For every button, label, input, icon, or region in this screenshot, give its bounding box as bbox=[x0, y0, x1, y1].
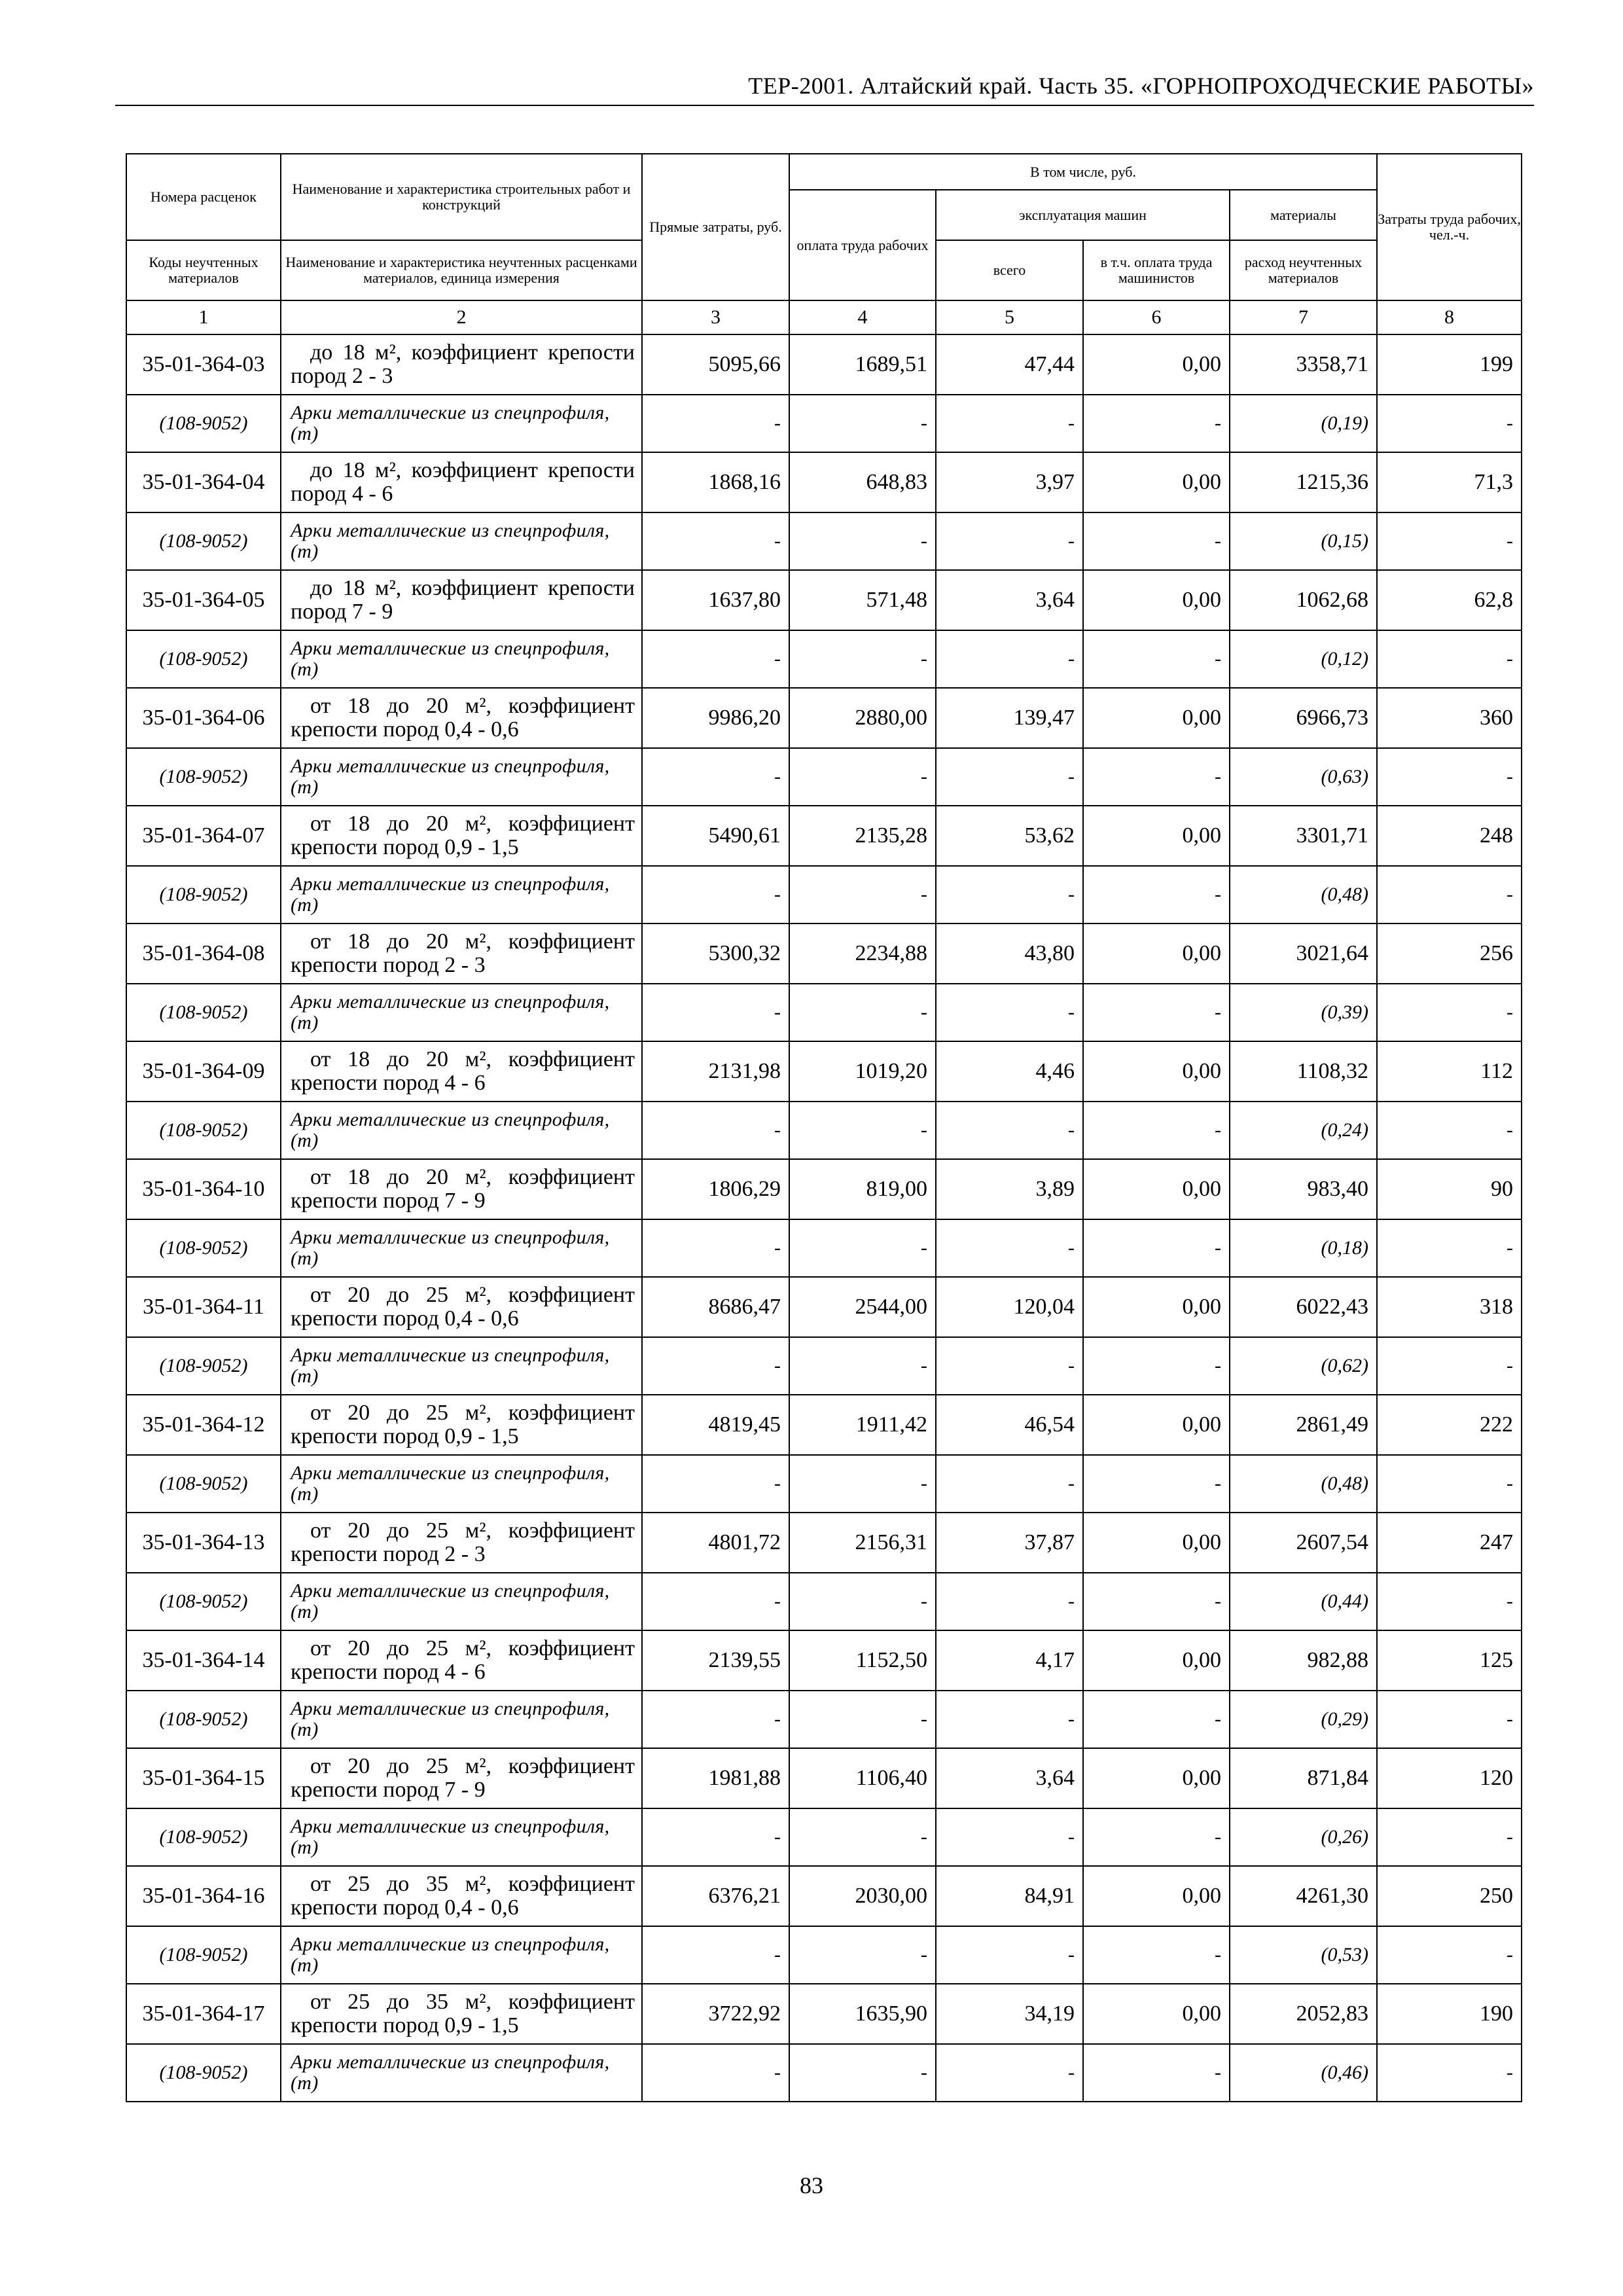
wages: 2880,00 bbox=[789, 688, 936, 748]
wages: 1152,50 bbox=[789, 1630, 936, 1691]
material-code: (108-9052) bbox=[126, 630, 281, 688]
direct-cost: - bbox=[642, 1455, 789, 1513]
labor-cost: 318 bbox=[1377, 1277, 1522, 1337]
material-code: (108-9052) bbox=[126, 1219, 281, 1277]
material-name: Арки металлические из спецпрофиля, (т) bbox=[281, 1691, 642, 1748]
rate-code: 35-01-364-09 bbox=[126, 1041, 281, 1102]
materials-cost: 1108,32 bbox=[1230, 1041, 1377, 1102]
material-quantity: (0,44) bbox=[1230, 1573, 1377, 1630]
rates-body bbox=[126, 334, 1522, 2102]
material-code: (108-9052) bbox=[126, 866, 281, 924]
machines-total: - bbox=[936, 748, 1083, 806]
material-name: Арки металлические из спецпрофиля, (т) bbox=[281, 1926, 642, 1984]
labor-cost: - bbox=[1377, 1691, 1522, 1748]
machines-total: 3,64 bbox=[936, 1748, 1083, 1808]
material-row bbox=[126, 1337, 1522, 1395]
material-name: Арки металлические из спецпрофиля, (т) bbox=[281, 1219, 642, 1277]
machinists-wages: - bbox=[1083, 1102, 1230, 1159]
rate-row bbox=[126, 570, 1522, 630]
head-labor: Затраты труда рабочих, чел.-ч. bbox=[1377, 154, 1522, 300]
machinists-wages: 0,00 bbox=[1083, 1984, 1230, 2044]
labor-cost: 247 bbox=[1377, 1513, 1522, 1573]
materials-cost: 6966,73 bbox=[1230, 688, 1377, 748]
machines-total: 34,19 bbox=[936, 1984, 1083, 2044]
wages: - bbox=[789, 2044, 936, 2102]
rate-row bbox=[126, 1041, 1522, 1102]
labor-cost: - bbox=[1377, 1808, 1522, 1866]
machinists-wages: - bbox=[1083, 1926, 1230, 1984]
labor-cost: - bbox=[1377, 512, 1522, 570]
rate-row bbox=[126, 1630, 1522, 1691]
machines-total: - bbox=[936, 1691, 1083, 1748]
direct-cost: 1868,16 bbox=[642, 452, 789, 512]
machines-total: - bbox=[936, 1808, 1083, 1866]
direct-cost: - bbox=[642, 1926, 789, 1984]
material-code: (108-9052) bbox=[126, 1926, 281, 1984]
direct-cost: 4819,45 bbox=[642, 1395, 789, 1455]
direct-cost: - bbox=[642, 748, 789, 806]
direct-cost: - bbox=[642, 1808, 789, 1866]
direct-cost: 4801,72 bbox=[642, 1513, 789, 1573]
machinists-wages: 0,00 bbox=[1083, 1866, 1230, 1926]
work-name: от 18 до 20 м², коэффициент крепости пород 0,4 - 0,6 bbox=[281, 688, 642, 748]
materials-cost: 3021,64 bbox=[1230, 924, 1377, 984]
wages: - bbox=[789, 1337, 936, 1395]
wages: - bbox=[789, 1102, 936, 1159]
machines-total: 3,64 bbox=[936, 570, 1083, 630]
labor-cost: - bbox=[1377, 630, 1522, 688]
wages: 1635,90 bbox=[789, 1984, 936, 2044]
work-name: от 25 до 35 м², коэффициент крепости пород 0,4 - 0,6 bbox=[281, 1866, 642, 1926]
machines-total: - bbox=[936, 984, 1083, 1041]
machines-total: 3,89 bbox=[936, 1159, 1083, 1219]
material-row bbox=[126, 1573, 1522, 1630]
material-row bbox=[126, 984, 1522, 1041]
machinists-wages: - bbox=[1083, 2044, 1230, 2102]
direct-cost: 2131,98 bbox=[642, 1041, 789, 1102]
head-codes: Коды неучтенных материалов bbox=[126, 240, 281, 300]
column-number: 4 bbox=[789, 300, 936, 334]
head-machinists: в т.ч. оплата труда машинистов bbox=[1083, 240, 1230, 300]
materials-cost: 2607,54 bbox=[1230, 1513, 1377, 1573]
direct-cost: - bbox=[642, 1337, 789, 1395]
material-row bbox=[126, 866, 1522, 924]
rate-code: 35-01-364-16 bbox=[126, 1866, 281, 1926]
direct-cost: 5095,66 bbox=[642, 334, 789, 395]
direct-cost: - bbox=[642, 1219, 789, 1277]
labor-cost: 250 bbox=[1377, 1866, 1522, 1926]
material-quantity: (0,63) bbox=[1230, 748, 1377, 806]
work-name: от 18 до 20 м², коэффициент крепости пород 4 - 6 bbox=[281, 1041, 642, 1102]
head-wages: оплата труда рабочих bbox=[789, 190, 936, 300]
column-number: 8 bbox=[1377, 300, 1522, 334]
machines-total: - bbox=[936, 1573, 1083, 1630]
labor-cost: 62,8 bbox=[1377, 570, 1522, 630]
work-name: от 20 до 25 м², коэффициент крепости пород 0,9 - 1,5 bbox=[281, 1395, 642, 1455]
column-number: 2 bbox=[281, 300, 642, 334]
material-code: (108-9052) bbox=[126, 1337, 281, 1395]
labor-cost: - bbox=[1377, 1102, 1522, 1159]
wages: - bbox=[789, 512, 936, 570]
running-header: ТЕР-2001. Алтайский край. Часть 35. «ГОРНОПРОХОДЧЕСКИЕ РАБОТЫ» bbox=[748, 73, 1534, 99]
material-name: Арки металлические из спецпрофиля, (т) bbox=[281, 1102, 642, 1159]
material-row bbox=[126, 630, 1522, 688]
wages: - bbox=[789, 630, 936, 688]
rate-code: 35-01-364-07 bbox=[126, 806, 281, 866]
machinists-wages: - bbox=[1083, 1337, 1230, 1395]
work-name: от 25 до 35 м², коэффициент крепости пород 0,9 - 1,5 bbox=[281, 1984, 642, 2044]
labor-cost: 256 bbox=[1377, 924, 1522, 984]
header-rule bbox=[115, 105, 1534, 106]
rate-code: 35-01-364-11 bbox=[126, 1277, 281, 1337]
labor-cost: 90 bbox=[1377, 1159, 1522, 1219]
material-code: (108-9052) bbox=[126, 1102, 281, 1159]
column-number: 7 bbox=[1230, 300, 1377, 334]
machinists-wages: 0,00 bbox=[1083, 570, 1230, 630]
labor-cost: - bbox=[1377, 1337, 1522, 1395]
direct-cost: 5300,32 bbox=[642, 924, 789, 984]
material-quantity: (0,62) bbox=[1230, 1337, 1377, 1395]
machines-total: 120,04 bbox=[936, 1277, 1083, 1337]
materials-cost: 2861,49 bbox=[1230, 1395, 1377, 1455]
column-number: 6 bbox=[1083, 300, 1230, 334]
labor-cost: - bbox=[1377, 1926, 1522, 1984]
machines-total: 139,47 bbox=[936, 688, 1083, 748]
rate-code: 35-01-364-17 bbox=[126, 1984, 281, 2044]
direct-cost: - bbox=[642, 395, 789, 452]
labor-cost: 71,3 bbox=[1377, 452, 1522, 512]
wages: 1911,42 bbox=[789, 1395, 936, 1455]
machines-total: - bbox=[936, 1219, 1083, 1277]
wages: 2544,00 bbox=[789, 1277, 936, 1337]
rate-row bbox=[126, 806, 1522, 866]
material-code: (108-9052) bbox=[126, 512, 281, 570]
labor-cost: - bbox=[1377, 1573, 1522, 1630]
material-name: Арки металлические из спецпрофиля, (т) bbox=[281, 1337, 642, 1395]
head-consumption: расход неучтенных материалов bbox=[1230, 240, 1377, 300]
machinists-wages: 0,00 bbox=[1083, 924, 1230, 984]
wages: 819,00 bbox=[789, 1159, 936, 1219]
column-number-row bbox=[126, 300, 1522, 334]
labor-cost: - bbox=[1377, 748, 1522, 806]
wages: - bbox=[789, 1691, 936, 1748]
direct-cost: 1806,29 bbox=[642, 1159, 789, 1219]
machinists-wages: - bbox=[1083, 395, 1230, 452]
machinists-wages: 0,00 bbox=[1083, 1395, 1230, 1455]
machinists-wages: 0,00 bbox=[1083, 1513, 1230, 1573]
head-rate-numbers: Номера расценок bbox=[126, 154, 281, 240]
wages: 648,83 bbox=[789, 452, 936, 512]
machinists-wages: 0,00 bbox=[1083, 1277, 1230, 1337]
machinists-wages: - bbox=[1083, 630, 1230, 688]
materials-cost: 3358,71 bbox=[1230, 334, 1377, 395]
machines-total: - bbox=[936, 512, 1083, 570]
materials-cost: 6022,43 bbox=[1230, 1277, 1377, 1337]
labor-cost: 120 bbox=[1377, 1748, 1522, 1808]
rates-table bbox=[126, 153, 1522, 2102]
material-quantity: (0,24) bbox=[1230, 1102, 1377, 1159]
materials-cost: 3301,71 bbox=[1230, 806, 1377, 866]
machines-total: 53,62 bbox=[936, 806, 1083, 866]
material-row bbox=[126, 1691, 1522, 1748]
material-name: Арки металлические из спецпрофиля, (т) bbox=[281, 1808, 642, 1866]
machinists-wages: - bbox=[1083, 984, 1230, 1041]
labor-cost: - bbox=[1377, 1455, 1522, 1513]
material-row bbox=[126, 2044, 1522, 2102]
machinists-wages: - bbox=[1083, 512, 1230, 570]
direct-cost: 5490,61 bbox=[642, 806, 789, 866]
direct-cost: - bbox=[642, 512, 789, 570]
material-row bbox=[126, 395, 1522, 452]
material-name: Арки металлические из спецпрофиля, (т) bbox=[281, 1573, 642, 1630]
machinists-wages: 0,00 bbox=[1083, 806, 1230, 866]
material-name: Арки металлические из спецпрофиля, (т) bbox=[281, 2044, 642, 2102]
material-code: (108-9052) bbox=[126, 1691, 281, 1748]
direct-cost: 9986,20 bbox=[642, 688, 789, 748]
material-name: Арки металлические из спецпрофиля, (т) bbox=[281, 1455, 642, 1513]
material-row bbox=[126, 1219, 1522, 1277]
work-name: от 18 до 20 м², коэффициент крепости пород 2 - 3 bbox=[281, 924, 642, 984]
rate-code: 35-01-364-04 bbox=[126, 452, 281, 512]
rate-code: 35-01-364-13 bbox=[126, 1513, 281, 1573]
material-code: (108-9052) bbox=[126, 2044, 281, 2102]
rate-code: 35-01-364-08 bbox=[126, 924, 281, 984]
machines-total: 3,97 bbox=[936, 452, 1083, 512]
rate-row bbox=[126, 1866, 1522, 1926]
wages: - bbox=[789, 1573, 936, 1630]
direct-cost: - bbox=[642, 984, 789, 1041]
wages: 2135,28 bbox=[789, 806, 936, 866]
material-quantity: (0,26) bbox=[1230, 1808, 1377, 1866]
work-name: до 18 м², коэффициент крепости пород 7 - 9 bbox=[281, 570, 642, 630]
labor-cost: 199 bbox=[1377, 334, 1522, 395]
column-number: 5 bbox=[936, 300, 1083, 334]
work-name: от 20 до 25 м², коэффициент крепости пород 0,4 - 0,6 bbox=[281, 1277, 642, 1337]
rate-code: 35-01-364-06 bbox=[126, 688, 281, 748]
direct-cost: - bbox=[642, 1102, 789, 1159]
wages: - bbox=[789, 395, 936, 452]
rate-code: 35-01-364-14 bbox=[126, 1630, 281, 1691]
labor-cost: - bbox=[1377, 395, 1522, 452]
rate-code: 35-01-364-15 bbox=[126, 1748, 281, 1808]
wages: 2156,31 bbox=[789, 1513, 936, 1573]
direct-cost: 1981,88 bbox=[642, 1748, 789, 1808]
work-name: от 20 до 25 м², коэффициент крепости пород 2 - 3 bbox=[281, 1513, 642, 1573]
head-work-name: Наименование и характеристика строительных работ и конструкций bbox=[281, 154, 642, 240]
machinists-wages: - bbox=[1083, 748, 1230, 806]
head-machines: эксплуатация машин bbox=[936, 190, 1230, 240]
rate-row bbox=[126, 1395, 1522, 1455]
machinists-wages: 0,00 bbox=[1083, 452, 1230, 512]
labor-cost: 360 bbox=[1377, 688, 1522, 748]
direct-cost: - bbox=[642, 630, 789, 688]
material-code: (108-9052) bbox=[126, 984, 281, 1041]
material-name: Арки металлические из спецпрофиля, (т) bbox=[281, 630, 642, 688]
wages: - bbox=[789, 1455, 936, 1513]
wages: - bbox=[789, 984, 936, 1041]
rate-row bbox=[126, 1513, 1522, 1573]
wages: 1019,20 bbox=[789, 1041, 936, 1102]
machines-total: - bbox=[936, 1926, 1083, 1984]
wages: - bbox=[789, 1219, 936, 1277]
labor-cost: 125 bbox=[1377, 1630, 1522, 1691]
machinists-wages: - bbox=[1083, 1455, 1230, 1513]
direct-cost: - bbox=[642, 866, 789, 924]
material-quantity: (0,18) bbox=[1230, 1219, 1377, 1277]
rate-row bbox=[126, 1748, 1522, 1808]
work-name: от 18 до 20 м², коэффициент крепости пород 7 - 9 bbox=[281, 1159, 642, 1219]
machinists-wages: 0,00 bbox=[1083, 1630, 1230, 1691]
material-code: (108-9052) bbox=[126, 1455, 281, 1513]
labor-cost: - bbox=[1377, 984, 1522, 1041]
materials-cost: 4261,30 bbox=[1230, 1866, 1377, 1926]
materials-cost: 983,40 bbox=[1230, 1159, 1377, 1219]
page-number: 83 bbox=[800, 2172, 823, 2198]
labor-cost: 248 bbox=[1377, 806, 1522, 866]
materials-cost: 1062,68 bbox=[1230, 570, 1377, 630]
machines-total: - bbox=[936, 2044, 1083, 2102]
labor-cost: 190 bbox=[1377, 1984, 1522, 2044]
rate-row bbox=[126, 1159, 1522, 1219]
wages: 2234,88 bbox=[789, 924, 936, 984]
material-row bbox=[126, 1102, 1522, 1159]
column-number: 3 bbox=[642, 300, 789, 334]
head-including: В том числе, руб. bbox=[789, 154, 1377, 190]
machines-total: - bbox=[936, 866, 1083, 924]
machines-total: - bbox=[936, 1455, 1083, 1513]
rate-code: 35-01-364-10 bbox=[126, 1159, 281, 1219]
work-name: от 18 до 20 м², коэффициент крепости пород 0,9 - 1,5 bbox=[281, 806, 642, 866]
machines-total: 4,17 bbox=[936, 1630, 1083, 1691]
direct-cost: 3722,92 bbox=[642, 1984, 789, 2044]
material-row bbox=[126, 512, 1522, 570]
rate-code: 35-01-364-05 bbox=[126, 570, 281, 630]
direct-cost: 8686,47 bbox=[642, 1277, 789, 1337]
rate-code: 35-01-364-12 bbox=[126, 1395, 281, 1455]
wages: 2030,00 bbox=[789, 1866, 936, 1926]
wages: 1689,51 bbox=[789, 334, 936, 395]
material-code: (108-9052) bbox=[126, 395, 281, 452]
rate-row bbox=[126, 452, 1522, 512]
rate-row bbox=[126, 334, 1522, 395]
material-name: Арки металлические из спецпрофиля, (т) bbox=[281, 984, 642, 1041]
wages: 571,48 bbox=[789, 570, 936, 630]
material-quantity: (0,53) bbox=[1230, 1926, 1377, 1984]
machinists-wages: 0,00 bbox=[1083, 688, 1230, 748]
material-row bbox=[126, 1455, 1522, 1513]
direct-cost: 1637,80 bbox=[642, 570, 789, 630]
rate-row bbox=[126, 924, 1522, 984]
rate-row bbox=[126, 688, 1522, 748]
column-number: 1 bbox=[126, 300, 281, 334]
materials-cost: 1215,36 bbox=[1230, 452, 1377, 512]
machinists-wages: 0,00 bbox=[1083, 1041, 1230, 1102]
machinists-wages: - bbox=[1083, 1691, 1230, 1748]
head-material-name: Наименование и характеристика неучтенных расценками материалов, единица измерения bbox=[281, 240, 642, 300]
material-code: (108-9052) bbox=[126, 1808, 281, 1866]
labor-cost: 112 bbox=[1377, 1041, 1522, 1102]
materials-cost: 871,84 bbox=[1230, 1748, 1377, 1808]
material-row bbox=[126, 748, 1522, 806]
machinists-wages: - bbox=[1083, 866, 1230, 924]
material-name: Арки металлические из спецпрофиля, (т) bbox=[281, 512, 642, 570]
machines-total: 43,80 bbox=[936, 924, 1083, 984]
rate-row bbox=[126, 1277, 1522, 1337]
machines-total: 37,87 bbox=[936, 1513, 1083, 1573]
work-name: до 18 м², коэффициент крепости пород 4 - 6 bbox=[281, 452, 642, 512]
material-quantity: (0,29) bbox=[1230, 1691, 1377, 1748]
materials-cost: 2052,83 bbox=[1230, 1984, 1377, 2044]
direct-cost: - bbox=[642, 1573, 789, 1630]
machines-total: - bbox=[936, 1337, 1083, 1395]
material-code: (108-9052) bbox=[126, 748, 281, 806]
labor-cost: 222 bbox=[1377, 1395, 1522, 1455]
work-name: до 18 м², коэффициент крепости пород 2 - 3 bbox=[281, 334, 642, 395]
material-name: Арки металлические из спецпрофиля, (т) bbox=[281, 748, 642, 806]
material-quantity: (0,39) bbox=[1230, 984, 1377, 1041]
materials-cost: 982,88 bbox=[1230, 1630, 1377, 1691]
material-name: Арки металлические из спецпрофиля, (т) bbox=[281, 866, 642, 924]
labor-cost: - bbox=[1377, 1219, 1522, 1277]
rate-code: 35-01-364-03 bbox=[126, 334, 281, 395]
material-row bbox=[126, 1808, 1522, 1866]
material-quantity: (0,12) bbox=[1230, 630, 1377, 688]
direct-cost: - bbox=[642, 2044, 789, 2102]
direct-cost: - bbox=[642, 1691, 789, 1748]
machines-total: - bbox=[936, 630, 1083, 688]
head-machines-total: всего bbox=[936, 240, 1083, 300]
machines-total: - bbox=[936, 1102, 1083, 1159]
machines-total: 4,46 bbox=[936, 1041, 1083, 1102]
machinists-wages: 0,00 bbox=[1083, 1748, 1230, 1808]
wages: 1106,40 bbox=[789, 1748, 936, 1808]
material-name: Арки металлические из спецпрофиля, (т) bbox=[281, 395, 642, 452]
rate-row bbox=[126, 1984, 1522, 2044]
machinists-wages: 0,00 bbox=[1083, 1159, 1230, 1219]
work-name: от 20 до 25 м², коэффициент крепости пород 7 - 9 bbox=[281, 1748, 642, 1808]
machinists-wages: 0,00 bbox=[1083, 334, 1230, 395]
head-direct-costs: Прямые затраты, руб. bbox=[642, 154, 789, 300]
machinists-wages: - bbox=[1083, 1573, 1230, 1630]
direct-cost: 6376,21 bbox=[642, 1866, 789, 1926]
work-name: от 20 до 25 м², коэффициент крепости пород 4 - 6 bbox=[281, 1630, 642, 1691]
material-quantity: (0,48) bbox=[1230, 866, 1377, 924]
head-materials: материалы bbox=[1230, 190, 1377, 240]
material-quantity: (0,19) bbox=[1230, 395, 1377, 452]
machinists-wages: - bbox=[1083, 1808, 1230, 1866]
labor-cost: - bbox=[1377, 866, 1522, 924]
machines-total: 47,44 bbox=[936, 334, 1083, 395]
machines-total: - bbox=[936, 395, 1083, 452]
labor-cost: - bbox=[1377, 2044, 1522, 2102]
material-code: (108-9052) bbox=[126, 1573, 281, 1630]
material-quantity: (0,15) bbox=[1230, 512, 1377, 570]
material-row bbox=[126, 1926, 1522, 1984]
material-quantity: (0,46) bbox=[1230, 2044, 1377, 2102]
wages: - bbox=[789, 1808, 936, 1866]
direct-cost: 2139,55 bbox=[642, 1630, 789, 1691]
wages: - bbox=[789, 1926, 936, 1984]
wages: - bbox=[789, 748, 936, 806]
material-quantity: (0,48) bbox=[1230, 1455, 1377, 1513]
machines-total: 46,54 bbox=[936, 1395, 1083, 1455]
machinists-wages: - bbox=[1083, 1219, 1230, 1277]
wages: - bbox=[789, 866, 936, 924]
machines-total: 84,91 bbox=[936, 1866, 1083, 1926]
